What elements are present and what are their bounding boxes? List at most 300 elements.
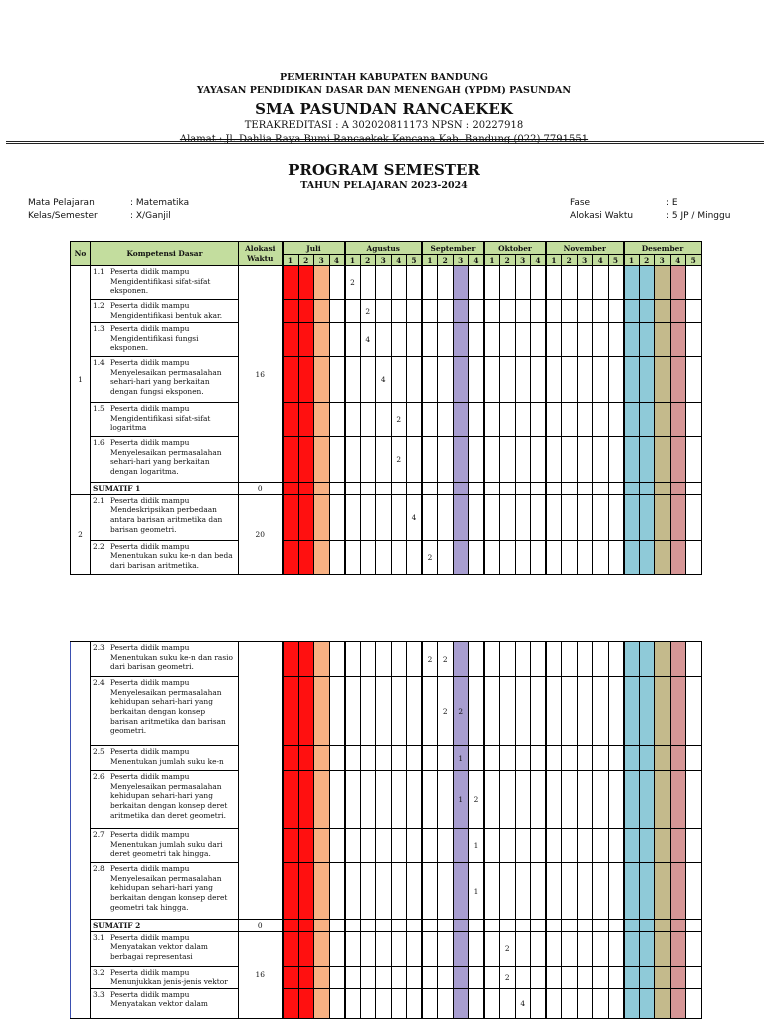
week-cell [438, 323, 454, 357]
week-cell [298, 403, 314, 437]
week-cell [407, 494, 423, 540]
week-cell [407, 540, 423, 574]
week-cell [686, 863, 702, 920]
kd-code: 2.6 [93, 772, 105, 781]
fase-label: Fase [570, 198, 591, 208]
kompetensi-cell [91, 266, 239, 300]
week-cell [391, 771, 407, 829]
week-cell [329, 829, 345, 863]
week-cell [469, 266, 485, 300]
week-cell [298, 829, 314, 863]
week-cell [655, 266, 671, 300]
week-cell [329, 931, 345, 966]
week-cell [391, 403, 407, 437]
week-cell [593, 988, 609, 1018]
week-cell [298, 323, 314, 357]
week-cell [453, 266, 469, 300]
week-cell [283, 642, 299, 677]
header-divider-2 [6, 143, 764, 144]
week-cell [562, 829, 578, 863]
week-cell [469, 863, 485, 920]
week-cell [314, 771, 330, 829]
week-cell [500, 494, 516, 540]
kelas-value: : X/Ganjil [130, 211, 171, 221]
week-cell [515, 829, 531, 863]
week-cell [500, 920, 516, 932]
allocation-value: 1 [458, 753, 464, 763]
week-cell [345, 642, 361, 677]
week-cell [577, 966, 593, 988]
sumatif-label: SUMATIF 2 [93, 921, 141, 930]
week-cell [593, 677, 609, 746]
week-cell [345, 266, 361, 300]
week-cell [422, 863, 438, 920]
week-number: 3 [453, 255, 469, 266]
week-cell [531, 966, 547, 988]
kompetensi-cell [91, 863, 239, 920]
week-cell [469, 323, 485, 357]
kd-description: Peserta didik mampu Mengidentifikasi sifat-sifat logaritma [110, 404, 211, 433]
address-line: Alamat : Jl. Dahlia Raya Bumi Rancaekek Kencana Kab. Bandung (022) 7791551 [179, 134, 589, 145]
week-cell [655, 494, 671, 540]
week-cell [438, 829, 454, 863]
kd-code: 2.5 [93, 747, 105, 756]
week-cell [438, 266, 454, 300]
week-cell [546, 323, 562, 357]
week-cell [484, 746, 500, 771]
kd-code: 1.3 [93, 324, 105, 333]
week-cell [546, 771, 562, 829]
week-cell [531, 677, 547, 746]
week-cell [624, 642, 640, 677]
week-cell [484, 920, 500, 932]
week-cell [453, 677, 469, 746]
table-row [71, 920, 702, 932]
kompetensi-cell [91, 403, 239, 437]
week-cell [577, 403, 593, 437]
mapel-value: : Matematika [130, 198, 190, 208]
week-cell [376, 988, 392, 1018]
week-cell [329, 540, 345, 574]
allocation-value: 2 [473, 795, 479, 804]
week-cell [422, 642, 438, 677]
table-row [71, 746, 702, 771]
week-cell [608, 746, 624, 771]
week-cell [360, 266, 376, 300]
kd-code: 1.1 [93, 267, 105, 276]
week-cell [562, 931, 578, 966]
week-cell [376, 771, 392, 829]
kd-description: Peserta didik mampu Mendeskripsikan perbedaan antara barisan aritmetika dan barisan geometri. [110, 495, 223, 534]
week-cell [469, 494, 485, 540]
week-cell [608, 829, 624, 863]
kd-description: Peserta didik mampu Menunjukkan jenis-jenis vektor [110, 967, 228, 987]
week-cell [500, 403, 516, 437]
week-cell [484, 966, 500, 988]
alokasi-value: 16 [239, 266, 283, 483]
week-number: 4 [670, 255, 686, 266]
kompetensi-cell [91, 300, 239, 323]
week-cell [298, 931, 314, 966]
week-cell [686, 988, 702, 1018]
week-cell [670, 540, 686, 574]
week-cell [670, 437, 686, 483]
week-number: 5 [686, 255, 702, 266]
week-cell [298, 746, 314, 771]
week-cell [453, 746, 469, 771]
week-cell [360, 540, 376, 574]
week-cell [407, 323, 423, 357]
week-cell [639, 300, 655, 323]
week-cell [624, 437, 640, 483]
week-cell [376, 357, 392, 403]
week-cell [298, 642, 314, 677]
week-cell [345, 931, 361, 966]
week-cell [453, 323, 469, 357]
week-cell [577, 540, 593, 574]
week-cell [329, 483, 345, 495]
week-cell [500, 931, 516, 966]
week-cell [670, 403, 686, 437]
week-number: 2 [500, 255, 516, 266]
week-cell [593, 829, 609, 863]
kompetensi-cell [91, 323, 239, 357]
allocation-value: 1 [458, 795, 464, 804]
week-number: 4 [593, 255, 609, 266]
week-cell [546, 988, 562, 1018]
row-number: 2 [71, 494, 91, 574]
week-cell [376, 483, 392, 495]
week-cell [546, 931, 562, 966]
kelas-label: Kelas/Semester [28, 211, 98, 221]
week-cell [438, 494, 454, 540]
week-cell [314, 829, 330, 863]
week-cell [624, 920, 640, 932]
week-cell [422, 829, 438, 863]
allocation-value: 4 [365, 335, 371, 344]
week-cell [360, 746, 376, 771]
table-row [71, 494, 702, 540]
week-cell [469, 920, 485, 932]
week-cell [484, 829, 500, 863]
week-cell [686, 437, 702, 483]
week-cell [422, 677, 438, 746]
week-cell [484, 357, 500, 403]
week-cell [453, 920, 469, 932]
week-cell [515, 266, 531, 300]
week-cell [624, 746, 640, 771]
week-cell [624, 966, 640, 988]
week-cell [345, 966, 361, 988]
week-cell [624, 483, 640, 495]
allocation-value: 2 [350, 278, 355, 287]
week-cell [562, 540, 578, 574]
program-semester-table-continued [70, 641, 702, 1019]
week-cell [329, 746, 345, 771]
week-cell [283, 931, 299, 966]
week-cell [531, 300, 547, 323]
week-cell [562, 771, 578, 829]
kd-code: 1.5 [93, 404, 105, 413]
allocation-value: 2 [442, 654, 448, 664]
week-cell [314, 437, 330, 483]
week-cell [639, 966, 655, 988]
week-cell [670, 829, 686, 863]
week-cell [639, 323, 655, 357]
kd-code: 1.6 [93, 438, 105, 447]
table-row [71, 863, 702, 920]
week-cell [391, 494, 407, 540]
allocation-value: 2 [504, 972, 510, 982]
week-cell [500, 966, 516, 988]
week-cell [655, 403, 671, 437]
column-header-no: No [71, 242, 91, 266]
week-cell [624, 988, 640, 1018]
month-header: Oktober [484, 242, 546, 255]
week-cell [314, 931, 330, 966]
week-cell [531, 403, 547, 437]
kd-description: Peserta didik mampu Menyelesaikan permasalahan sehari-hari yang berkaitan dengan fungsi eksponen. [110, 358, 222, 396]
week-cell [546, 494, 562, 540]
week-cell [531, 266, 547, 300]
week-cell [376, 642, 392, 677]
week-cell [453, 829, 469, 863]
week-cell [376, 300, 392, 323]
week-cell [531, 829, 547, 863]
week-cell [624, 494, 640, 540]
week-cell [345, 829, 361, 863]
week-cell [608, 437, 624, 483]
week-cell [500, 771, 516, 829]
week-cell [484, 931, 500, 966]
week-cell [329, 677, 345, 746]
week-cell [438, 403, 454, 437]
week-cell [546, 357, 562, 403]
week-cell [484, 300, 500, 323]
week-cell [283, 829, 299, 863]
month-header: September [422, 242, 484, 255]
week-cell [407, 266, 423, 300]
week-cell [639, 437, 655, 483]
week-cell [515, 403, 531, 437]
week-cell [686, 540, 702, 574]
week-cell [376, 437, 392, 483]
week-cell [329, 863, 345, 920]
week-cell [360, 829, 376, 863]
week-cell [639, 677, 655, 746]
week-cell [593, 966, 609, 988]
week-cell [345, 494, 361, 540]
week-cell [438, 966, 454, 988]
week-cell [376, 931, 392, 966]
week-cell [484, 988, 500, 1018]
week-cell [422, 323, 438, 357]
kompetensi-cell [91, 642, 239, 677]
week-cell [608, 540, 624, 574]
week-cell [655, 483, 671, 495]
week-cell [314, 746, 330, 771]
allocation-value: 4 [380, 375, 386, 384]
week-cell [438, 931, 454, 966]
week-cell [624, 677, 640, 746]
week-cell [624, 540, 640, 574]
week-cell [593, 357, 609, 403]
week-cell [608, 266, 624, 300]
week-cell [283, 746, 299, 771]
week-cell [577, 920, 593, 932]
week-cell [438, 920, 454, 932]
week-cell [500, 357, 516, 403]
week-cell [670, 266, 686, 300]
week-cell [360, 920, 376, 932]
kd-description: Peserta didik mampu Menyelesaikan permasalahan kehidupan sehari-hari yang berkaitan dengan konsep barisan aritmetika dan barisan geometri. [110, 678, 226, 736]
week-cell [500, 540, 516, 574]
week-cell [484, 403, 500, 437]
week-cell [608, 771, 624, 829]
week-cell [686, 966, 702, 988]
week-cell [515, 920, 531, 932]
week-cell [407, 357, 423, 403]
kd-code: 2.4 [93, 678, 105, 687]
week-cell [624, 323, 640, 357]
kd-description: Peserta didik mampu Menyelesaikan permasalahan kehidupan sehari-hari yang berkaitan dengan konsep deret aritmetika dan deret geometri. [110, 772, 228, 820]
week-cell [453, 403, 469, 437]
week-cell [376, 746, 392, 771]
week-cell [515, 642, 531, 677]
week-cell [515, 931, 531, 966]
week-cell [422, 988, 438, 1018]
week-cell [298, 988, 314, 1018]
week-cell [329, 323, 345, 357]
week-cell [577, 746, 593, 771]
allocation-value: 4 [520, 998, 526, 1008]
week-cell [531, 540, 547, 574]
column-header-kompetensi: Kompetensi Dasar [91, 242, 239, 266]
week-cell [686, 494, 702, 540]
week-cell [546, 966, 562, 988]
week-cell [422, 437, 438, 483]
allocation-value: 1 [473, 841, 479, 850]
week-cell [562, 494, 578, 540]
table-row [71, 540, 702, 574]
week-cell [422, 920, 438, 932]
allocation-value: 2 [442, 706, 448, 716]
week-cell [608, 863, 624, 920]
week-cell [608, 677, 624, 746]
week-cell [438, 300, 454, 323]
kompetensi-cell [91, 483, 239, 495]
week-cell [593, 494, 609, 540]
week-cell [593, 746, 609, 771]
week-cell [593, 920, 609, 932]
week-cell [515, 494, 531, 540]
week-cell [546, 746, 562, 771]
week-cell [655, 323, 671, 357]
week-cell [624, 771, 640, 829]
week-cell [500, 677, 516, 746]
table-row [71, 931, 702, 966]
week-cell [407, 746, 423, 771]
week-cell [593, 863, 609, 920]
week-cell [391, 931, 407, 966]
week-cell [515, 483, 531, 495]
table-row [71, 266, 702, 300]
week-number: 3 [655, 255, 671, 266]
week-cell [469, 931, 485, 966]
table-row [71, 771, 702, 829]
week-cell [283, 494, 299, 540]
week-cell [283, 323, 299, 357]
week-cell [484, 642, 500, 677]
header-divider [6, 141, 764, 142]
week-cell [360, 966, 376, 988]
week-cell [500, 483, 516, 495]
week-cell [686, 771, 702, 829]
week-cell [686, 677, 702, 746]
week-cell [438, 642, 454, 677]
week-cell [546, 677, 562, 746]
week-cell [469, 829, 485, 863]
week-cell [283, 677, 299, 746]
week-number: 3 [376, 255, 392, 266]
kd-description: Peserta didik mampu Menentukan jumlah suku ke-n [110, 747, 224, 766]
week-cell [686, 300, 702, 323]
week-cell [531, 746, 547, 771]
alokasi-label: Alokasi Waktu [570, 211, 634, 221]
week-cell [345, 863, 361, 920]
week-cell [283, 920, 299, 932]
week-cell [500, 863, 516, 920]
week-cell [345, 746, 361, 771]
week-cell [670, 677, 686, 746]
week-cell [360, 300, 376, 323]
week-cell [546, 920, 562, 932]
week-cell [546, 300, 562, 323]
week-cell [422, 931, 438, 966]
week-cell [376, 494, 392, 540]
week-cell [562, 483, 578, 495]
school-name: SMA PASUNDAN RANCAEKEK [255, 100, 513, 118]
week-cell [577, 988, 593, 1018]
week-cell [407, 988, 423, 1018]
table-row [71, 988, 702, 1018]
kd-description: Peserta didik mampu Menentukan suku ke-n dan beda dari barisan aritmetika. [110, 541, 233, 570]
week-cell [345, 988, 361, 1018]
sumatif-label: SUMATIF 1 [93, 484, 141, 493]
week-cell [360, 642, 376, 677]
week-cell [360, 931, 376, 966]
week-number: 4 [391, 255, 407, 266]
week-cell [639, 920, 655, 932]
week-cell [500, 300, 516, 323]
week-cell [391, 966, 407, 988]
week-cell [546, 403, 562, 437]
week-number: 1 [283, 255, 299, 266]
week-cell [407, 403, 423, 437]
week-cell [531, 437, 547, 483]
kd-code: 2.1 [93, 495, 105, 505]
week-cell [438, 437, 454, 483]
allocation-value: 2 [396, 455, 402, 464]
week-cell [670, 300, 686, 323]
week-cell [593, 403, 609, 437]
table-row [71, 357, 702, 403]
week-cell [298, 920, 314, 932]
week-cell [562, 988, 578, 1018]
kompetensi-cell [91, 540, 239, 574]
week-cell [469, 642, 485, 677]
week-cell [670, 323, 686, 357]
